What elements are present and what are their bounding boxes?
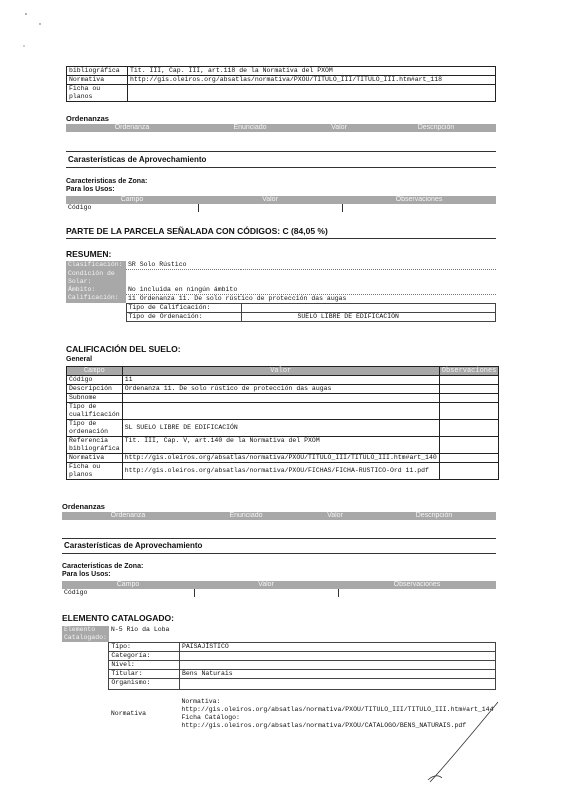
col-header: Enunciado [194, 512, 298, 520]
row-label: Normativa [67, 454, 123, 463]
col-header: Descripción [376, 124, 496, 132]
table-row [66, 294, 496, 303]
sub-label: Tipo de Calificación: [126, 303, 241, 312]
col-header: Enunciado [198, 124, 302, 132]
col-header: Campo [67, 367, 123, 376]
table-row [66, 312, 496, 321]
row-label: bibliográfica [67, 67, 128, 76]
row-value: SL SUELO LIBRE DE EDIFICACIÓN [122, 420, 439, 437]
row-value: Tit. III, Cap. V, art.140 de la Normativa del PXOM [122, 437, 439, 454]
row-label: Tipo: [109, 642, 180, 651]
col-header: Campo [66, 196, 198, 204]
row-value: http://gis.oleiros.org/absatlas/normativa/PXOU/TITULO_III/TITULO_III.htm#art_118 [128, 76, 496, 85]
usos-title: Para los Usos: [66, 186, 115, 193]
sub-value [241, 303, 496, 312]
col-header: Ordenanza [66, 124, 198, 132]
signature-mark [420, 690, 520, 790]
row-label: Clasificación: [66, 261, 126, 270]
ordenanzas-title: Ordenanzas [66, 114, 109, 123]
col-header: Descripción [372, 512, 496, 520]
row-value [179, 651, 495, 660]
table-row [66, 261, 496, 270]
general-title: General [66, 356, 93, 363]
elemento-label: Elemento Catalogado: [64, 626, 107, 641]
table-row [67, 454, 499, 463]
table-row [62, 660, 496, 669]
normativa-line: http://gis.oleiros.org/absatlas/normativa/PXOU/CATALOGO/BENS_NATURAIS.pdf [181, 721, 467, 729]
codigo-label: Código [62, 589, 194, 597]
col-header: Valor [194, 581, 338, 589]
table-row [66, 270, 496, 286]
row-value: Ordenanza 11. De solo rústico de protección das augas [122, 385, 439, 394]
row-value: Tit. III, Cap. III, art.118 de la Normativa del PXOM [128, 67, 496, 76]
row-value [122, 394, 439, 403]
row-value: http://gis.oleiros.org/absatlas/normativa/PXOU/TITULO_III/TITULO_III.htm#art_140 [122, 454, 439, 463]
table-row [67, 420, 499, 437]
table-row [67, 385, 499, 394]
zona-title: Caracteristicas de Zona: [66, 178, 148, 185]
row-label: Condición de Solar: [66, 270, 126, 286]
table-row [62, 642, 496, 651]
normativa-line: Normativa: [181, 697, 221, 705]
parcela-heading: PARTE DE LA PARCELA SEÑALADA CON CÓDIGOS: C (84,05 %) [66, 226, 328, 236]
table-row [62, 678, 496, 689]
row-label: Categoría: [109, 651, 180, 660]
row-value: Bens Naturais [179, 669, 495, 678]
row-label: Subnome [67, 394, 123, 403]
col-header: Valor [298, 512, 372, 520]
row-label: Ficha ou planos [67, 463, 123, 480]
col-header: Valor [302, 124, 376, 132]
col-header: Observaciones [439, 367, 499, 376]
elemento-code: N-5 Río da Loba [110, 626, 170, 633]
row-label: Titular: [109, 669, 180, 678]
divider [66, 238, 496, 239]
table-row [66, 303, 496, 312]
aprovechamiento-title: Carasterísticas de Aprovechamiento [68, 155, 207, 164]
codigo-label: Código [66, 204, 198, 212]
row-value [179, 660, 495, 669]
row-label: Tipo de ordenación [67, 420, 123, 437]
normativa-line: http://gis.oleiros.org/absatlas/normativa/PXOU/TITULO_III/TITULO_III.htm#art_144 [181, 705, 494, 713]
codigo-obs [338, 589, 496, 597]
elemento-title: ELEMENTO CATALOGADO: [62, 613, 174, 623]
row-label: Nivel: [109, 660, 180, 669]
table-row [67, 67, 496, 76]
row-label: Normativa [67, 76, 128, 85]
col-header: Observaciones [342, 196, 496, 204]
row-value: No incluida en ningún ámbito [126, 286, 496, 295]
table-row [62, 651, 496, 660]
usos-table [62, 581, 496, 597]
row-value [126, 270, 496, 286]
row-value: http://gis.oleiros.org/absatlas/normativa/PXOU/FICHAS/FICHA-RUSTICO-Ord 11.pdf [122, 463, 439, 480]
top-table [66, 66, 496, 102]
calificacion-title: CALIFICACIÓN DEL SUELO: [66, 344, 181, 354]
row-label: Calificación: [66, 294, 126, 303]
codigo-value [194, 589, 338, 597]
row-value [128, 85, 496, 102]
table-row [67, 437, 499, 454]
row-value [179, 678, 495, 689]
ordenanzas-table [62, 512, 496, 520]
table-row [67, 376, 499, 385]
scan-marks [22, 10, 52, 50]
divider [62, 538, 496, 539]
sub-value: SUELO LIBRE DE EDIFICACIÓN [241, 312, 496, 321]
resumen-table [66, 261, 496, 322]
col-header: Campo [62, 581, 194, 589]
table-row [67, 403, 499, 420]
divider [62, 553, 496, 554]
resumen-title: RESUMEN: [66, 249, 112, 259]
row-label: Código [67, 376, 123, 385]
row-value: 11 Ordenanza 11. De solo rústico de protección das augas [128, 294, 347, 302]
row-value: SR Solo Rústico [126, 261, 496, 270]
row-label: Referencia bibliográfica [67, 437, 123, 454]
row-value: PAISAJÍSTICO [179, 642, 495, 651]
usos-title: Para los Usos: [62, 571, 111, 578]
row-value: 11 [122, 376, 439, 385]
divider [66, 167, 496, 168]
row-label: Descripción [67, 385, 123, 394]
table-row [67, 463, 499, 480]
normativa-label: Normativa [110, 709, 147, 717]
table-row [67, 394, 499, 403]
row-value [122, 403, 439, 420]
sub-label: Tipo de Ordenación: [126, 312, 241, 321]
table-row [67, 85, 496, 102]
calificacion-table [66, 366, 499, 480]
row-label: Ámbito: [66, 286, 126, 295]
col-header: Ordenanza [62, 512, 194, 520]
row-label: Organismo: [109, 678, 180, 689]
col-header: Valor [122, 367, 439, 376]
codigo-obs [342, 204, 496, 212]
col-header: Observaciones [338, 581, 496, 589]
codigo-value [198, 204, 342, 212]
usos-table [66, 196, 496, 212]
ordenanzas-table [66, 124, 496, 132]
row-label: Ficha ou planos [67, 85, 128, 102]
table-row [62, 669, 496, 678]
col-header: Valor [198, 196, 342, 204]
table-row [67, 76, 496, 85]
table-row [66, 286, 496, 295]
row-label: Tipo de cualificación [67, 403, 123, 420]
normativa-line: Ficha Catálogo: [181, 713, 240, 721]
divider [66, 151, 496, 152]
zona-title: Caracteristicas de Zona: [62, 563, 144, 570]
ordenanzas-title: Ordenanzas [62, 502, 105, 511]
aprovechamiento-title: Carasterísticas de Aprovechamiento [64, 541, 203, 550]
